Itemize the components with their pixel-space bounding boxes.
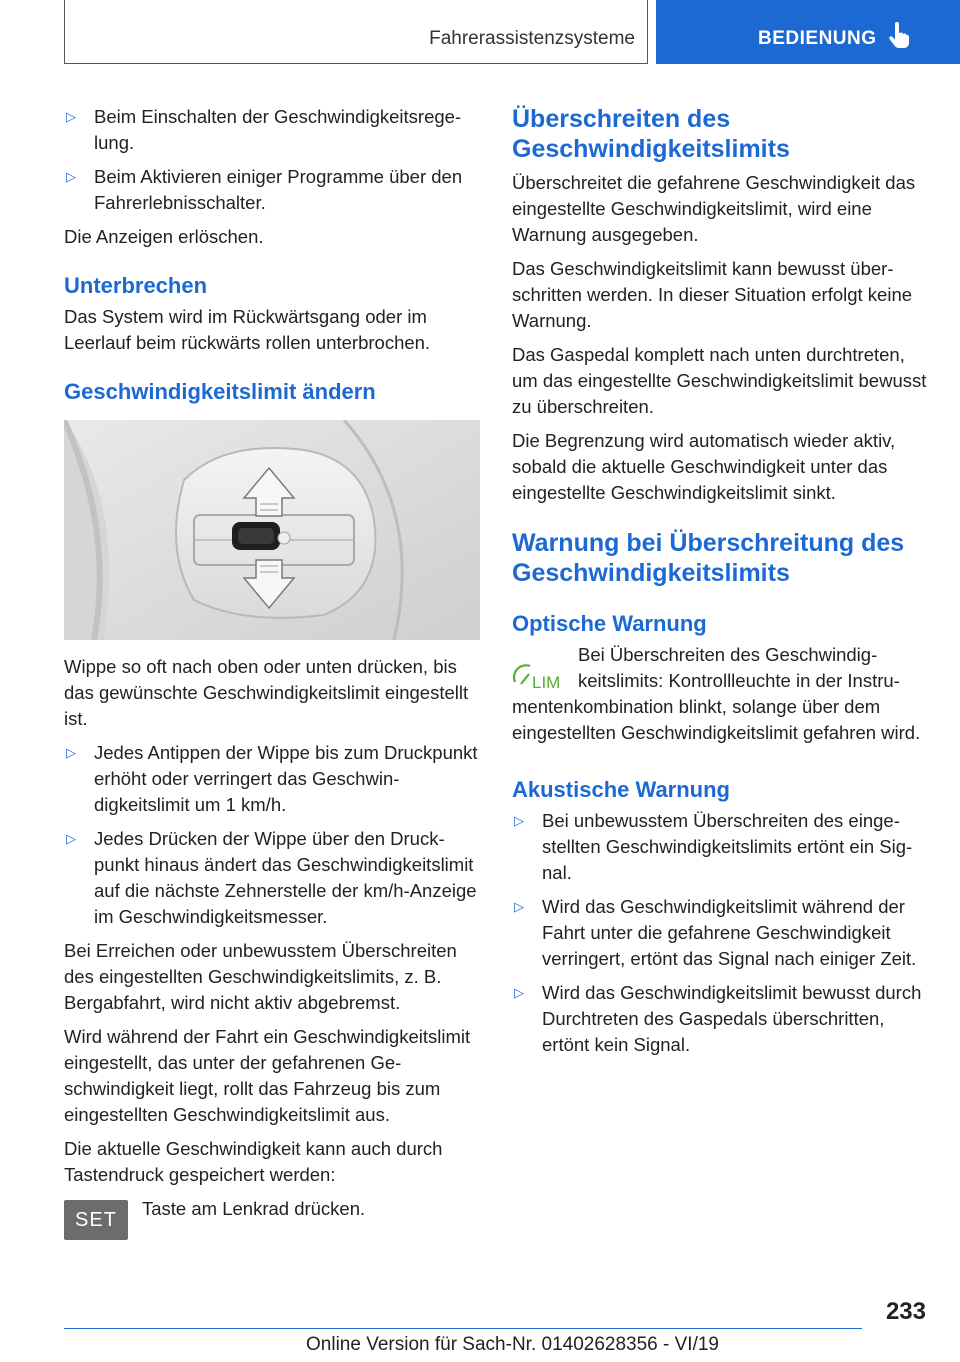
paragraph: Das Gaspedal komplett nach unten durchtreten, um das eingestellte Geschwindigkeitslimit bewusst zu überschreiten. [512, 344, 927, 417]
page-number: 233 [885, 1298, 926, 1325]
list-item: ▷ Wird das Geschwindigkeitslimit bewusst durch Durchtreten des Gaspedals überschritten, ertönt kein Signal. [514, 982, 922, 1055]
heading-warnung: Warnung bei Überschreitung des Geschwindigkeitslimits [512, 529, 905, 587]
header-chapter-box [64, 0, 648, 64]
header-chapter: Fahrerassistenzsysteme [429, 28, 635, 49]
triangle-right-icon: ▷ [66, 831, 76, 846]
paragraph: Das System wird im Rückwärtsgang oder im Leerlauf beim rückwärts rollen unterbrochen. [64, 306, 431, 353]
paragraph: Wippe so oft nach oben oder unten drücken, bis das gewünschte Geschwindigkeitslimit eingestellt ist. [64, 656, 469, 729]
list-item: ▷ Jedes Antippen der Wippe bis zum Druckpunkt erhöht oder verringert das Geschwindigkeitslimit um 1 km/h. [66, 742, 478, 815]
triangle-right-icon: ▷ [66, 109, 76, 124]
left-column [64, 104, 480, 1246]
triangle-right-icon: ▷ [66, 169, 76, 184]
paragraph: Wird während der Fahrt ein Geschwindigkeitslimit eingestellt, das unter der gefahrenen Geschwindigkeit liegt, rollt das Fahrzeug bis zum eingestellten Geschwindigkeitslimit aus. [64, 1026, 471, 1125]
lim-warning-icon [512, 654, 568, 694]
paragraph: Überschreitet die gefahrene Geschwindigkeit das eingestellte Geschwindigkeitslimit, wird eine Warnung ausgegeben. [512, 172, 916, 245]
triangle-right-icon: ▷ [514, 985, 524, 1000]
footer-version: Online Version für Sach-Nr. 01402628356 - VI/19 [306, 1334, 719, 1355]
heading-unterbrechen: Unterbrechen [64, 273, 208, 298]
paragraph: Die aktuelle Geschwindigkeit kann auch durch Tastendruck gespeichert werden: [64, 1138, 443, 1185]
triangle-right-icon: ▷ [66, 745, 76, 760]
set-button-icon: SET [64, 1200, 128, 1240]
triangle-right-icon: ▷ [514, 899, 524, 914]
list-item: ▷ Jedes Drücken der Wippe über den Druckpunkt hinaus ändert das Geschwindigkeitslimit auf die nächste Zehnerstelle der km/h-Anzeige im Geschwindigkeitsmesser. [66, 828, 477, 927]
header-section-box [656, 0, 960, 64]
paragraph: Das Geschwindigkeitslimit kann bewusst überschritten werden. In dieser Situation erfolgt keine Warnung. [512, 258, 913, 331]
list-item: ▷ Wird das Geschwindigkeitslimit während der Fahrt unter die gefahrene Geschwindigkeit verringert, ertönt das Signal nach einiger Zeit. [514, 896, 917, 969]
list-item: ▷ Bei unbewusstem Überschreiten des eingestellten Geschwindigkeitslimits ertönt ein Signal. [514, 810, 913, 883]
list-item: ▷ Beim Einschalten der Geschwindigkeitsregelung. [66, 106, 462, 153]
paragraph: Bei Erreichen oder unbewusstem Überschreiten des eingestellten Geschwindigkeitslimits, z. B. Bergabfahrt, wird nicht aktiv abgebremst. [64, 940, 457, 1013]
heading-limit-aendern: Geschwindigkeitslimit ändern [64, 379, 376, 404]
hand-pointer-icon [888, 22, 910, 50]
paragraph: LIM Bei Überschreiten des Geschwindigkeitslimits: Kontrollleuchte in der Instrumentenkombination blinkt, solange über dem eingestellten Geschwindigkeitslimit gefahren wird. [512, 644, 921, 743]
heading-akustische-warnung: Akustische Warnung [512, 777, 730, 802]
triangle-right-icon: ▷ [514, 813, 524, 828]
heading-optische-warnung: Optische Warnung [512, 611, 707, 636]
steering-wheel-rocker-photo [64, 420, 480, 640]
paragraph: Die Begrenzung wird automatisch wieder aktiv, sobald die aktuelle Geschwindigkeit unter das eingestellte Geschwindigkeitslimit sinkt. [512, 430, 896, 503]
set-instruction: SET Taste am Lenkrad drücken. [64, 1196, 480, 1246]
lim-label: LIM [532, 673, 561, 692]
list-item: ▷ Beim Aktivieren einiger Programme über den Fahrerlebnisschalter. [66, 166, 463, 213]
paragraph: Die Anzeigen erlöschen. [64, 226, 264, 247]
right-column [512, 104, 928, 1066]
heading-ueberschreiten: Überschreiten des Geschwindigkeitslimits [512, 105, 790, 163]
footer-divider [64, 1328, 862, 1329]
header-section: BEDIENUNG [758, 28, 877, 49]
